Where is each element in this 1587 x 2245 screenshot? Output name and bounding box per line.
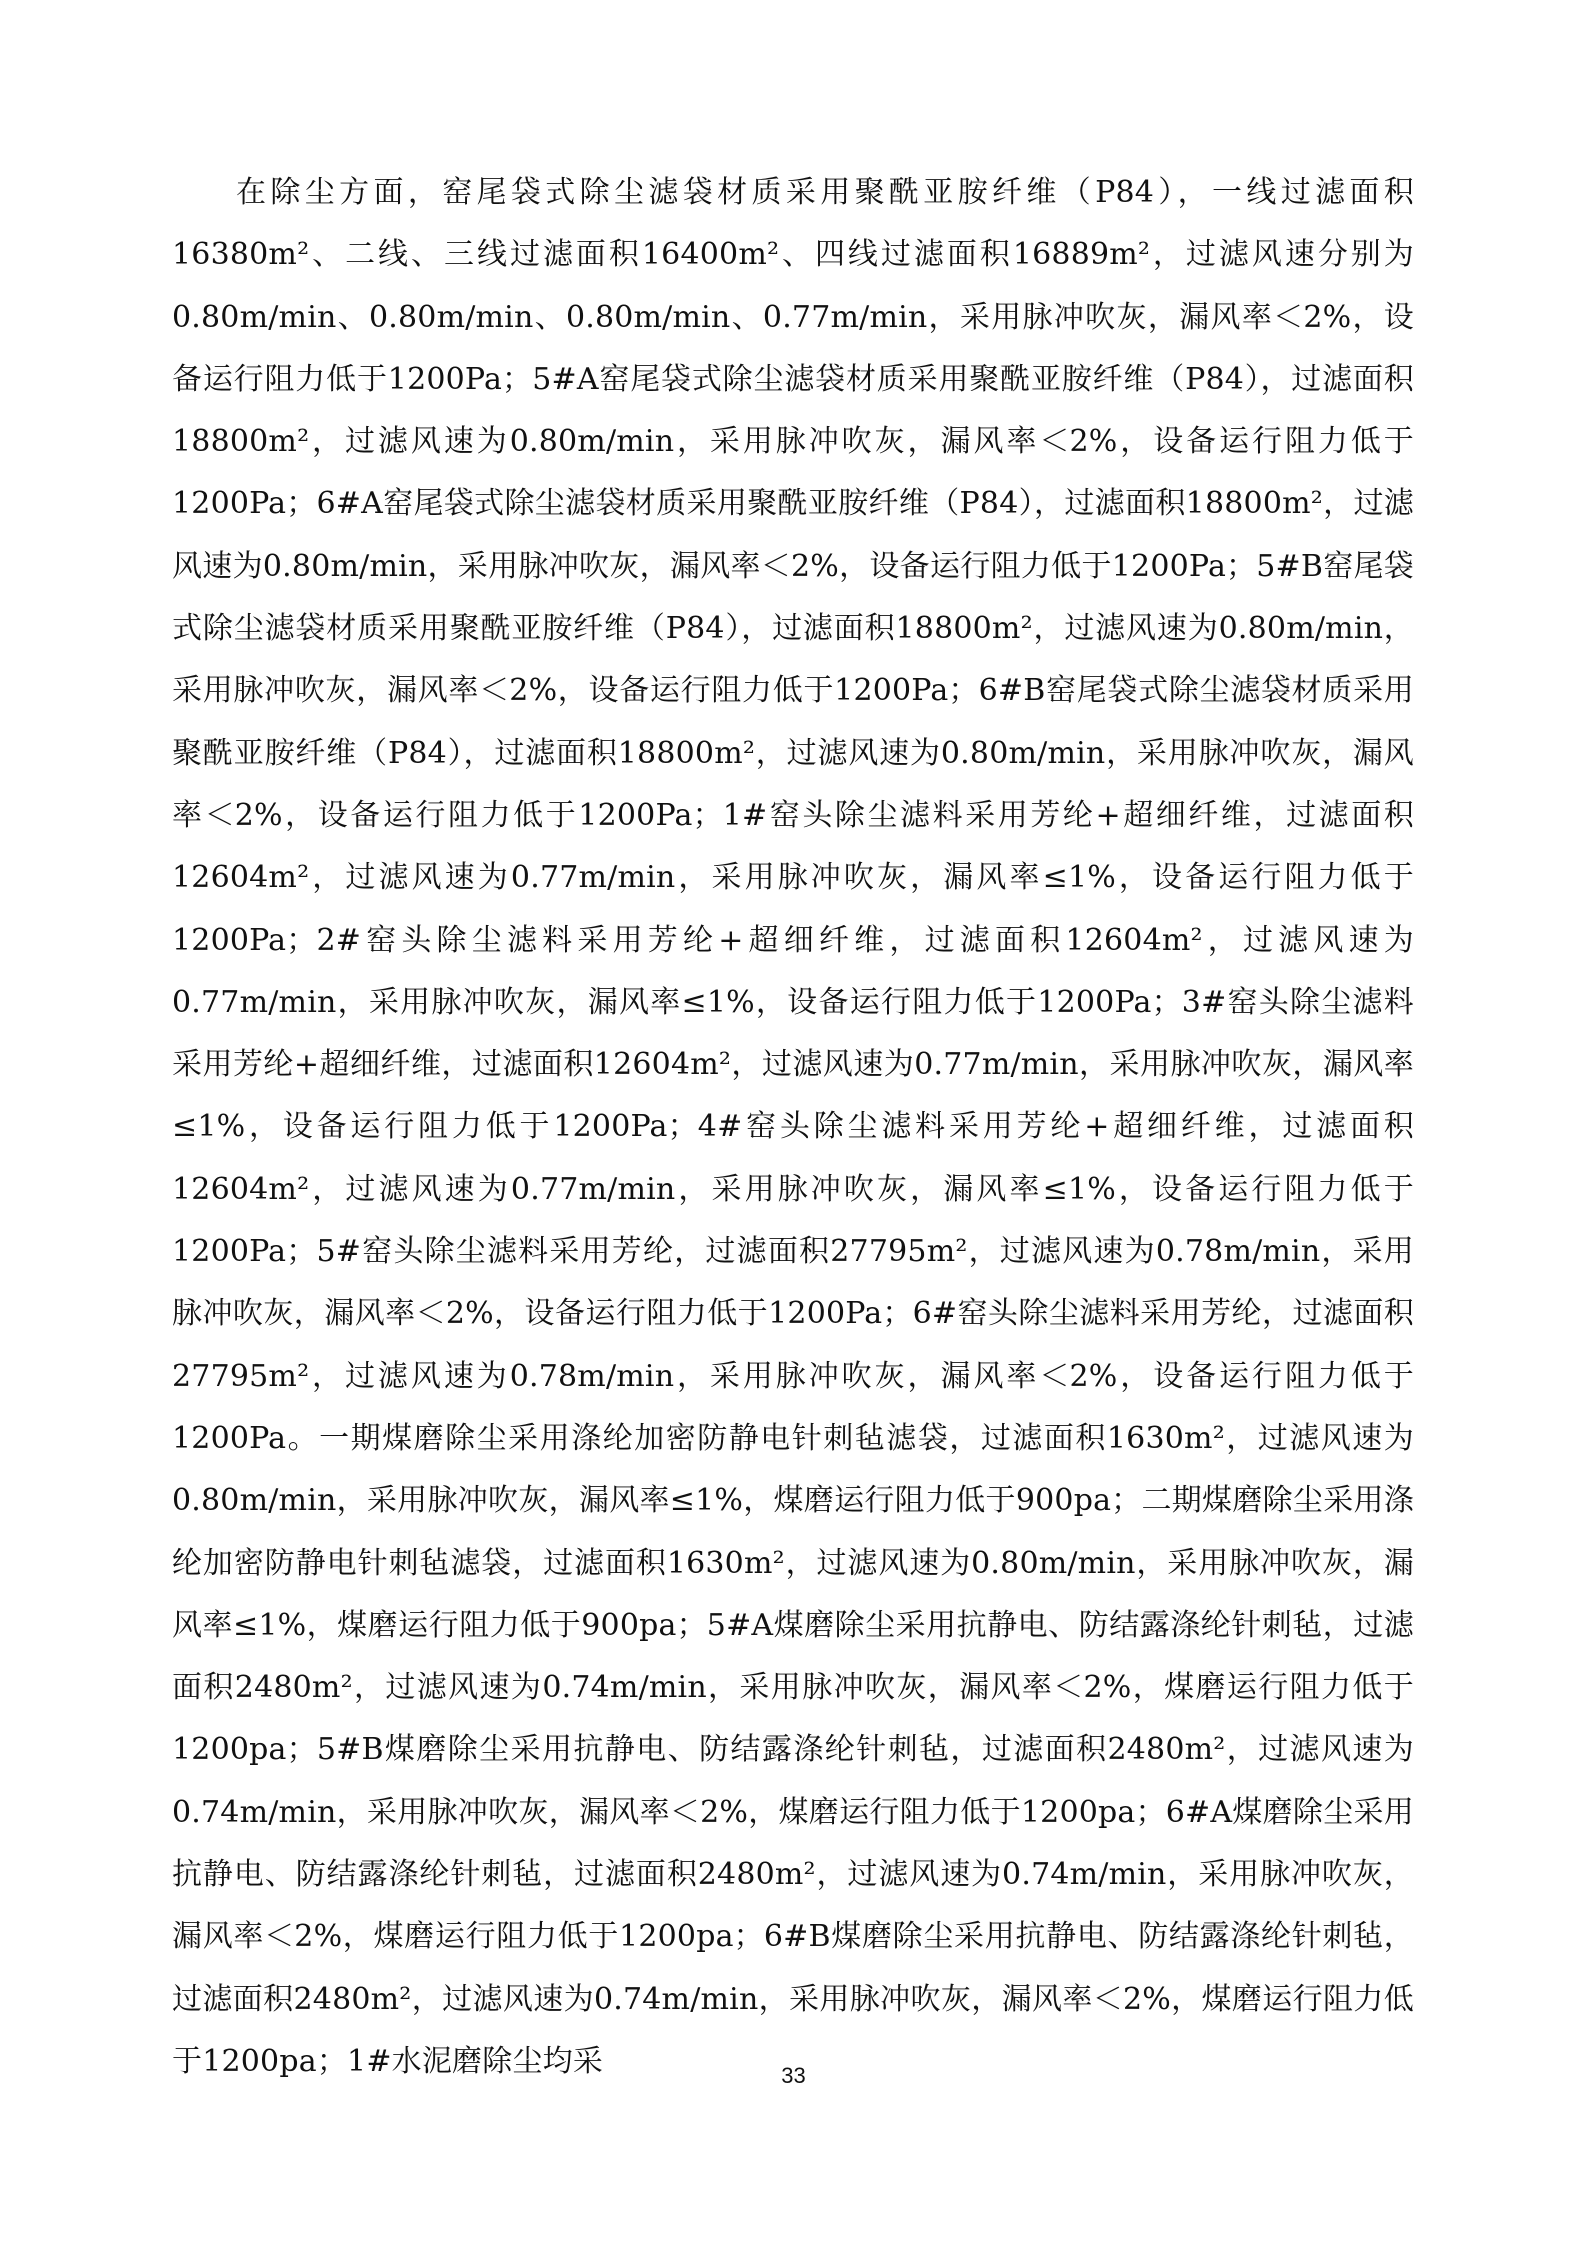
- body-paragraph: 在除尘方面，窑尾袋式除尘滤袋材质采用聚酰亚胺纤维（P84），一线过滤面积16380m²、二线、三线过滤面积16400m²、四线过滤面积16889m²，过滤风速分别为0.80m/min、0.80m/min、0.80m/min、0.77m/min，采用脉冲吹灰，漏风率＜2%，设备运行阻力低于1200Pa；5#A窑尾袋式除尘滤袋材质采用聚酰亚胺纤维（P84），过滤面积18800m²，过滤风速为0.80m/min，采用脉冲吹灰，漏风率＜2%，设备运行阻力低于1200Pa；6#A窑尾袋式除尘滤袋材质采用聚酰亚胺纤维（P84），过滤面积18800m²，过滤风速为0.80m/min，采用脉冲吹灰，漏风率＜2%，设备运行阻力低于1200Pa；5#B窑尾袋式除尘滤袋材质采用聚酰亚胺纤维（P84），过滤面积18800m²，过滤风速为0.80m/min，采用脉冲吹灰，漏风率＜2%，设备运行阻力低于1200Pa；6#B窑尾袋式除尘滤袋材质采用聚酰亚胺纤维（P84），过滤面积18800m²，过滤风速为0.80m/min，采用脉冲吹灰，漏风率＜2%，设备运行阻力低于1200Pa；1#窑头除尘滤料采用芳纶+超细纤维，过滤面积12604m²，过滤风速为0.77m/min，采用脉冲吹灰，漏风率≤1%，设备运行阻力低于1200Pa；2#窑头除尘滤料采用芳纶+超细纤维，过滤面积12604m²，过滤风速为0.77m/min，采用脉冲吹灰，漏风率≤1%，设备运行阻力低于1200Pa；3#窑头除尘滤料采用芳纶+超细纤维，过滤面积12604m²，过滤风速为0.77m/min，采用脉冲吹灰，漏风率≤1%，设备运行阻力低于1200Pa；4#窑头除尘滤料采用芳纶+超细纤维，过滤面积12604m²，过滤风速为0.77m/min，采用脉冲吹灰，漏风率≤1%，设备运行阻力低于1200Pa；5#窑头除尘滤料采用芳纶，过滤面积27795m²，过滤风速为0.78m/min，采用脉冲吹灰，漏风率＜2%，设备运行阻力低于1200Pa；6#窑头除尘滤料采用芳纶，过滤面积27795m²，过滤风速为0.78m/min，采用脉冲吹灰，漏风率＜2%，设备运行阻力低于1200Pa。一期煤磨除尘采用涤纶加密防静电针刺毡滤袋，过滤面积1630m²，过滤风速为0.80m/min，采用脉冲吹灰，漏风率≤1%，煤磨运行阻力低于900pa；二期煤磨除尘采用涤纶加密防静电针刺毡滤袋，过滤面积1630m²，过滤风速为0.80m/min，采用脉冲吹灰，漏风率≤1%，煤磨运行阻力低于900pa；5#A煤磨除尘采用抗静电、防结露涤纶针刺毡，过滤面积2480m²，过滤风速为0.74m/min，采用脉冲吹灰，漏风率＜2%，煤磨运行阻力低于1200pa；5#B煤磨除尘采用抗静电、防结露涤纶针刺毡，过滤面积2480m²，过滤风速为0.74m/min，采用脉冲吹灰，漏风率＜2%，煤磨运行阻力低于1200pa；6#A煤磨除尘采用抗静电、防结露涤纶针刺毡，过滤面积2480m²，过滤风速为0.74m/min，采用脉冲吹灰，漏风率＜2%，煤磨运行阻力低于1200pa；6#B煤磨除尘采用抗静电、防结露涤纶针刺毡，过滤面积2480m²，过滤风速为0.74m/min，采用脉冲吹灰，漏风率＜2%，煤磨运行阻力低于1200pa；1#水泥磨除尘均采: [172, 175, 1414, 2079]
- page-number: 33: [781, 2063, 806, 2088]
